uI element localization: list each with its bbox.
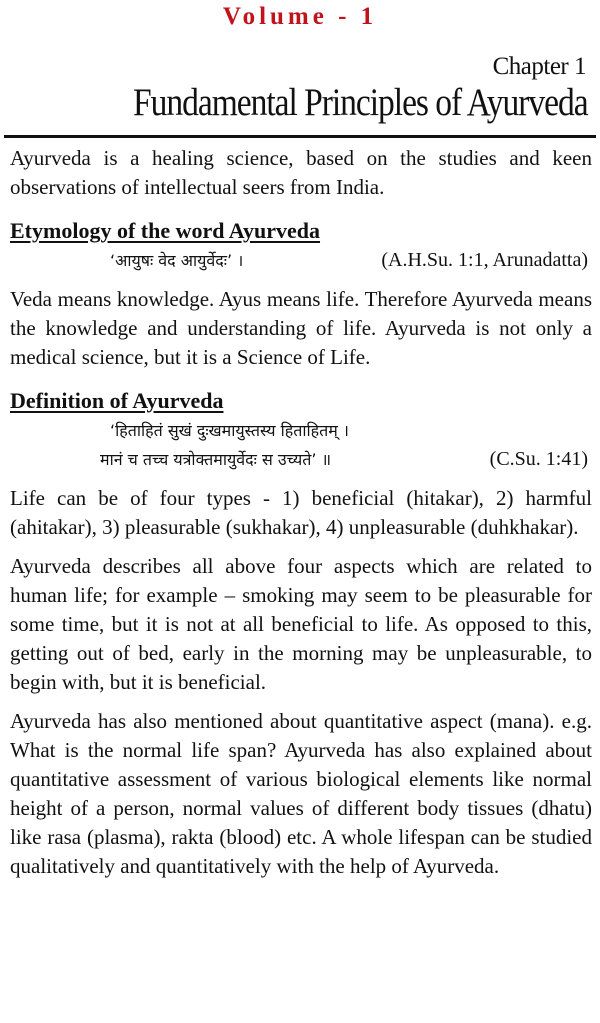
definition-verse-row-2	[10, 445, 592, 474]
intro-paragraph: Ayurveda is a healing science, based on the studies and keen observations of intellectual seers from India.	[10, 146, 592, 199]
definition-verse-line-1: ‘हिताहितं सुखं दुःखमायुस्तस्य हिताहितम् ।	[110, 421, 349, 440]
chapter-title: Fundamental Principles of Ayurveda	[133, 81, 588, 124]
definition-paragraph-1: Life can be of four types - 1) beneficial (hitakar), 2) harmful (ahitakar), 3) pleasurable (sukhakar), 4) unpleasurable (duhkhakar).	[10, 486, 592, 539]
etymology-verse-row	[10, 246, 592, 275]
volume-header: Volume - 1	[222, 3, 378, 30]
etymology-verse: ‘आयुषः वेद आयुर्वेदः’ ।	[110, 251, 244, 270]
spacer	[10, 474, 592, 484]
title-rule	[4, 135, 596, 138]
spacer	[10, 542, 592, 552]
spacer	[10, 372, 592, 386]
etymology-reference: (A.H.Su. 1:1, Arunadatta)	[381, 249, 588, 271]
page-body	[10, 144, 592, 881]
etymology-heading: Etymology of the word Ayurveda	[10, 218, 321, 243]
spacer	[10, 275, 592, 285]
chapter-label: Chapter 1	[492, 53, 586, 80]
definition-verse-row-1	[10, 416, 592, 445]
definition-verse-line-2: मानं च तच्च यत्रोक्तमायुर्वेदः स उच्यते’ ॥	[100, 450, 332, 469]
definition-heading: Definition of Ayurveda	[10, 388, 224, 413]
etymology-paragraph: Veda means knowledge. Ayus means life. Therefore Ayurveda means the knowledge and understanding of life. Ayurveda is not only a medical science, but it is a Science of Life.	[10, 287, 592, 369]
definition-paragraph-2: Ayurveda describes all above four aspects which are related to human life; for example – smoking may seem to be pleasurable for some time, but it is not at all beneficial to life. As opposed to this, getting out of bed, early in the morning may be unpleasurable, to begin with, but it is beneficial.	[10, 554, 592, 694]
definition-reference: (C.Su. 1:41)	[489, 448, 588, 470]
definition-paragraph-3: Ayurveda has also mentioned about quantitative aspect (mana). e.g. What is the normal life span? Ayurveda has also explained about quantitative assessment of various biological elements like normal height of a person, normal values of different body tissues (dhatu) like rasa (plasma), rakta (blood) etc. A whole lifespan can be studied qualitatively and quantitatively with the help of Ayurveda.	[10, 709, 592, 878]
spacer	[10, 697, 592, 707]
spacer	[10, 202, 592, 216]
